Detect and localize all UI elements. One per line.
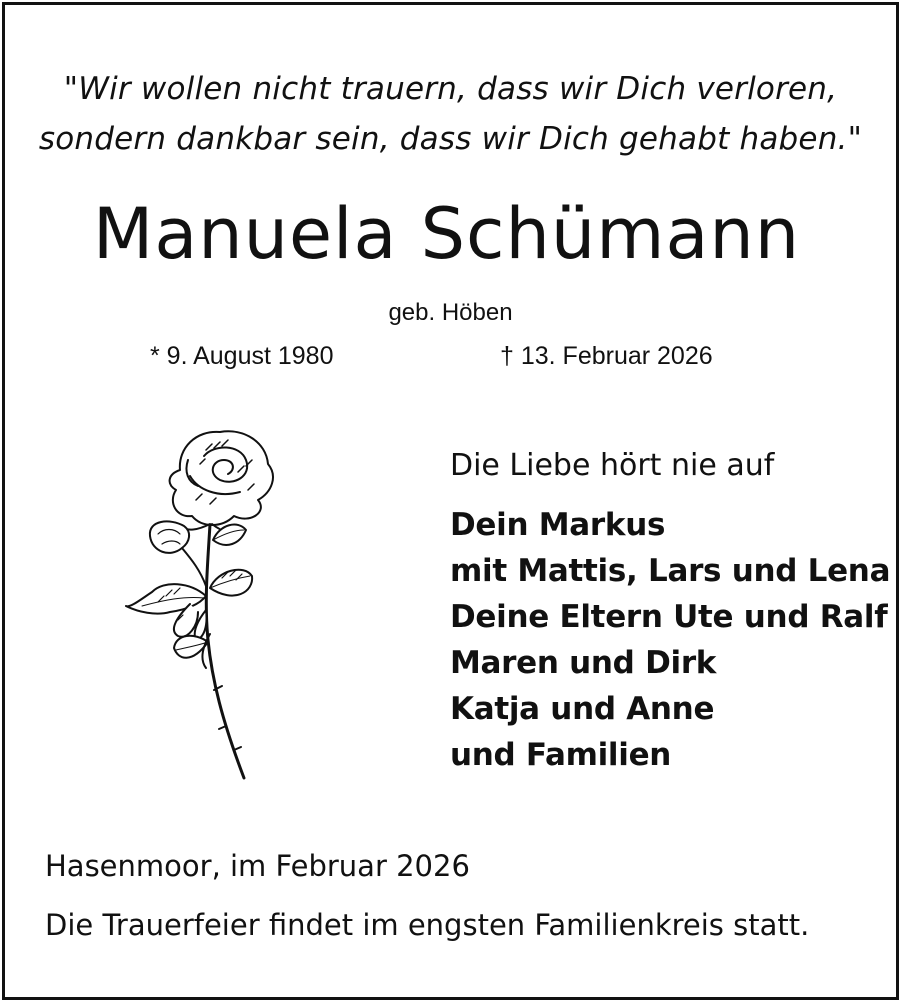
mourner-line: Maren und Dirk <box>450 645 717 681</box>
maiden-name: geb. Höben <box>388 299 513 326</box>
deceased-name: Manuela Schümann <box>92 193 801 275</box>
service-note: Die Trauerfeier findet im engsten Familienkreis statt. <box>45 908 810 942</box>
quote-line-2: sondern dankbar sein, dass wir Dich gehabt haben." <box>38 121 863 157</box>
rose-icon <box>118 420 308 790</box>
mourner-line: und Familien <box>450 737 672 773</box>
memorial-quote <box>0 64 901 164</box>
death-date: † 13. Februar 2026 <box>500 342 713 370</box>
quote-line-1: "Wir wollen nicht trauern, dass wir Dich verloren, <box>63 71 838 107</box>
mourner-line: Dein Markus <box>450 507 666 543</box>
mourner-line: mit Mattis, Lars und Lena <box>450 553 891 589</box>
motto: Die Liebe hört nie auf <box>450 448 775 483</box>
mourners-list <box>450 502 890 778</box>
mourner-line: Deine Eltern Ute und Ralf <box>450 599 888 635</box>
mourner-line: Katja und Anne <box>450 691 715 727</box>
place-and-date: Hasenmoor, im Februar 2026 <box>45 849 470 883</box>
birth-date: * 9. August 1980 <box>150 342 334 370</box>
